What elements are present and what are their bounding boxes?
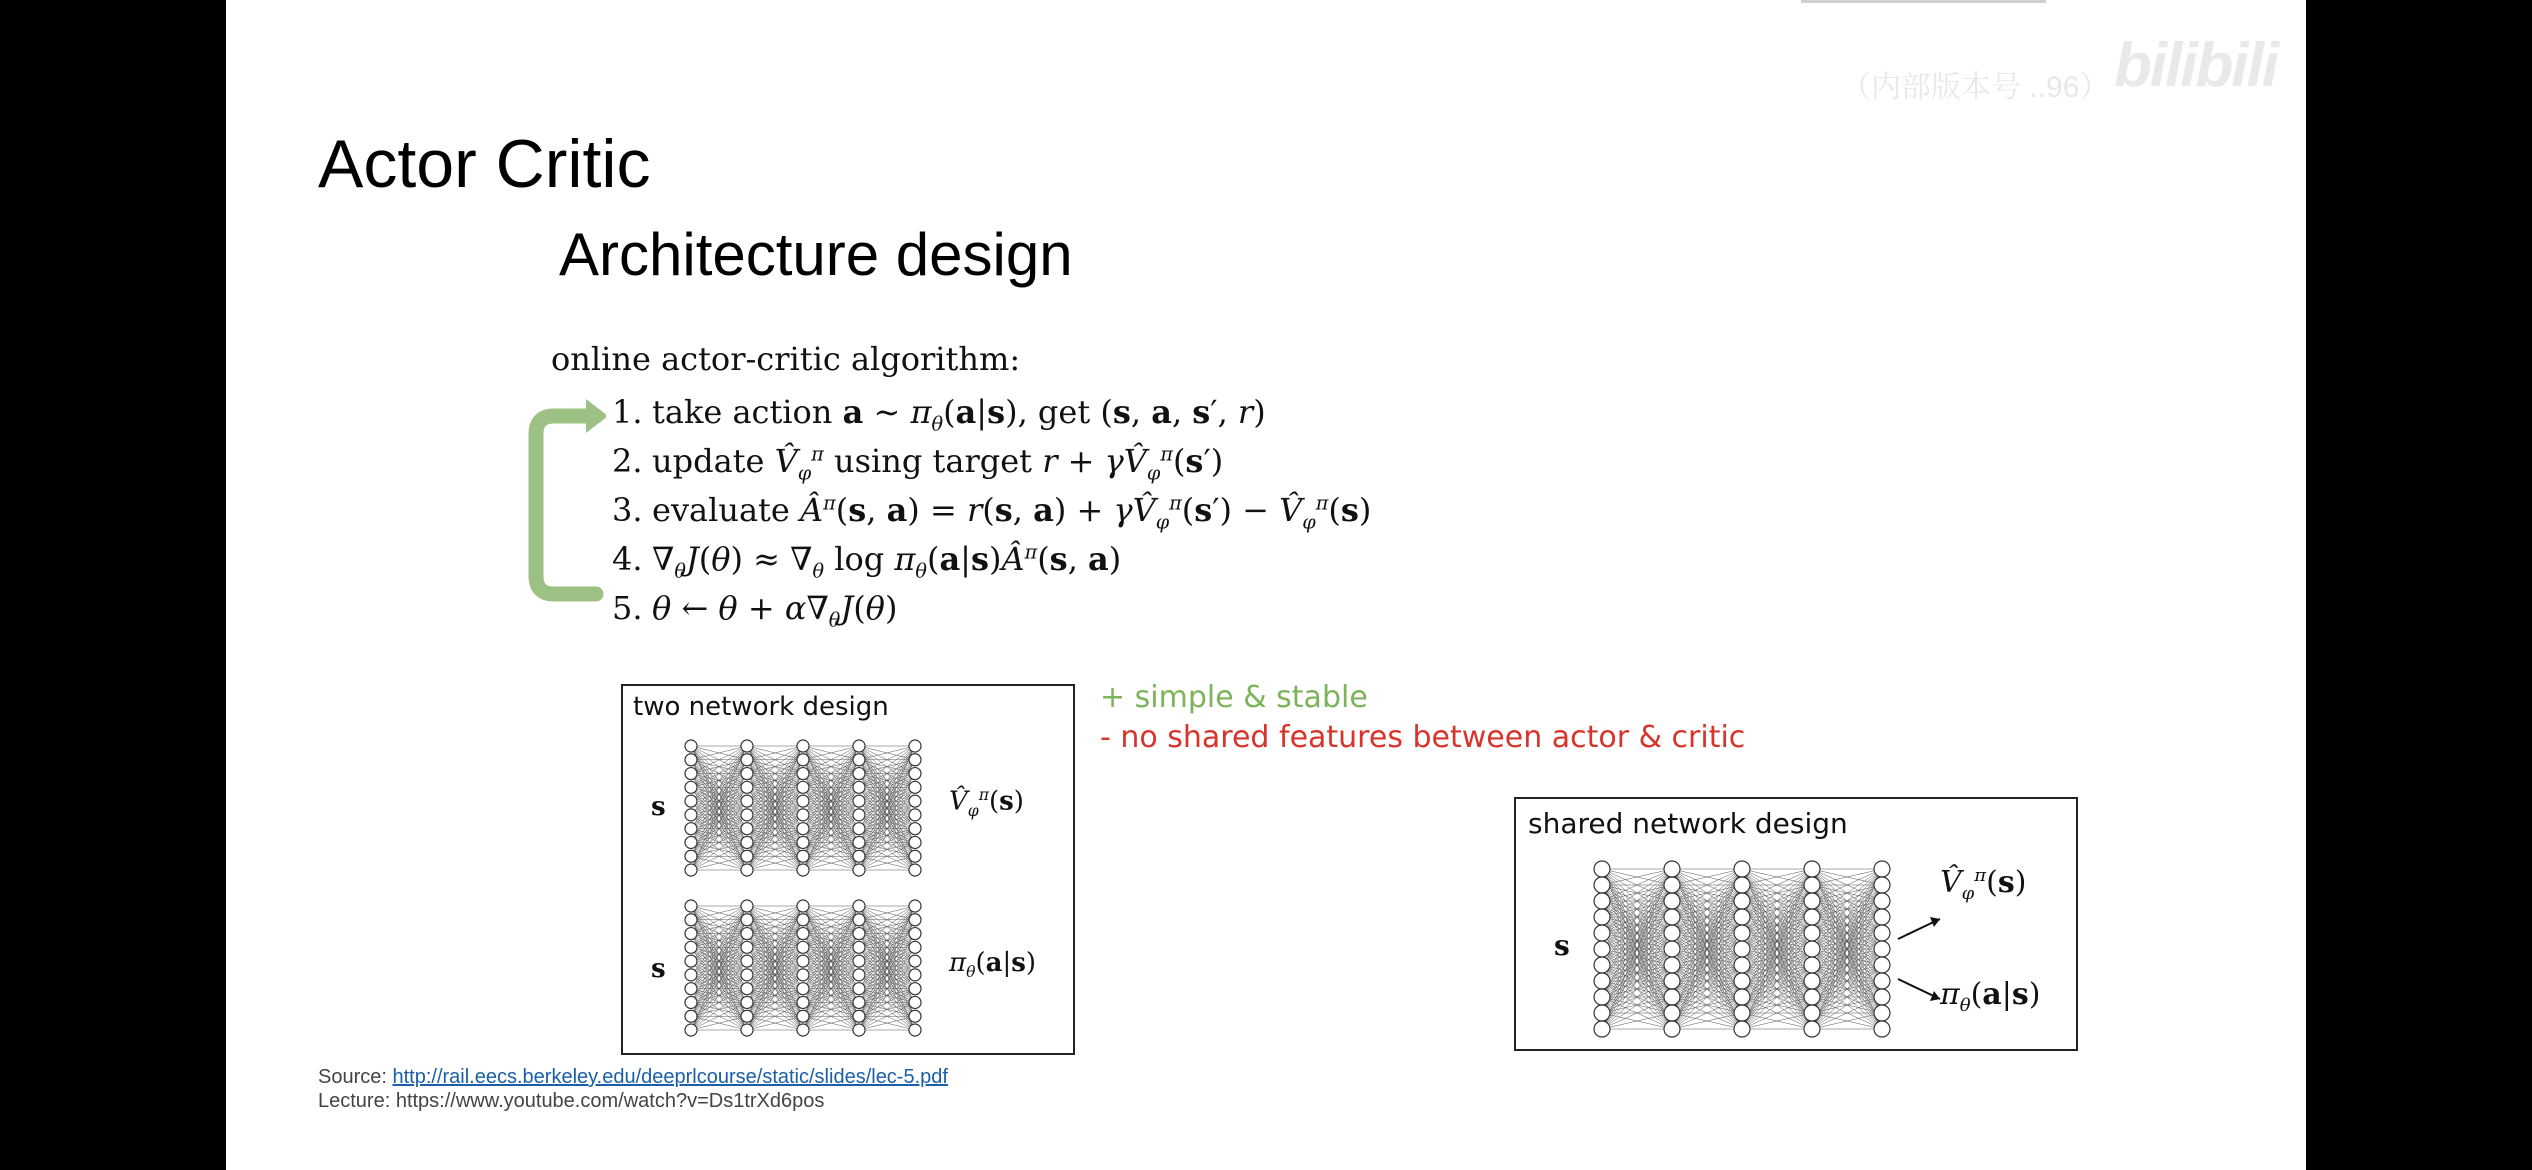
network-node: [1594, 1005, 1610, 1021]
network-node: [685, 941, 697, 953]
network-node: [797, 850, 809, 862]
network-node: [853, 781, 865, 793]
network-node: [1874, 973, 1890, 989]
network-node: [685, 823, 697, 835]
network-node: [853, 1010, 865, 1022]
network-node: [685, 1024, 697, 1036]
network-node: [741, 1024, 753, 1036]
network-node: [909, 996, 921, 1008]
network-node: [1804, 925, 1820, 941]
network-node: [1664, 861, 1680, 877]
network-node: [741, 928, 753, 940]
network-node: [909, 969, 921, 981]
network-node: [685, 983, 697, 995]
network-node: [909, 955, 921, 967]
network-node: [797, 795, 809, 807]
network-node: [1664, 925, 1680, 941]
network-node: [685, 740, 697, 752]
network-node: [909, 850, 921, 862]
algorithm-step-2: 2. update $V̂_\varphi^\pi$ using target $r + \gamma V̂_\varphi^\pi(s')$: [612, 442, 1224, 485]
shared-input-label: s: [1554, 929, 1570, 962]
network-node: [909, 928, 921, 940]
network-node: [741, 983, 753, 995]
network-node: [853, 969, 865, 981]
network-node: [1664, 957, 1680, 973]
network-node: [1664, 893, 1680, 909]
lecture-citation: Lecture: https://www.youtube.com/watch?v=Ds1trXd6pos: [318, 1090, 825, 1112]
network-node: [741, 914, 753, 926]
network-node: [1664, 877, 1680, 893]
network-node: [1664, 973, 1680, 989]
network-node: [1734, 973, 1750, 989]
network-node: [1734, 957, 1750, 973]
network-node: [853, 1024, 865, 1036]
network-node: [853, 941, 865, 953]
shared-network-design-box: [1514, 797, 2078, 1051]
network-node: [1734, 989, 1750, 1005]
network-node: [797, 914, 809, 926]
network-node: [1734, 1021, 1750, 1037]
network-node: [797, 823, 809, 835]
network-node: [1734, 1005, 1750, 1021]
network-node: [1734, 877, 1750, 893]
network-node: [685, 955, 697, 967]
network-node: [1804, 893, 1820, 909]
network-node: [797, 900, 809, 912]
bilibili-logo-watermark: bilibili: [2114, 31, 2278, 100]
shared-actor-output-label: $\pi_\theta(a|s)$: [1940, 977, 2041, 1016]
network-node: [853, 928, 865, 940]
actor-network-diagram: [683, 898, 923, 1038]
network-node: [1664, 909, 1680, 925]
algorithm-step-5: 5. θ ← $\theta + \alpha\nabla_\theta J(\theta)$: [612, 589, 898, 632]
network-node: [1874, 989, 1890, 1005]
watermark-text: （内部版本号 ..96）: [1841, 71, 2110, 104]
network-node: [909, 1024, 921, 1036]
network-node: [1594, 973, 1610, 989]
network-node: [853, 768, 865, 780]
network-node: [1804, 861, 1820, 877]
actor-output-label: $\pi_\theta(a|s)$: [949, 948, 1037, 982]
network-node: [797, 969, 809, 981]
network-node: [853, 740, 865, 752]
network-node: [1804, 877, 1820, 893]
critic-input-label: s: [651, 792, 666, 822]
network-node: [685, 969, 697, 981]
shared-network-diagram: [1592, 859, 1892, 1039]
network-node: [853, 914, 865, 926]
shared-critic-output-label: $V̂_\varphi^\pi(s)$: [1940, 865, 2027, 904]
network-node: [1594, 909, 1610, 925]
network-node: [1874, 941, 1890, 957]
network-node: [1734, 893, 1750, 909]
network-node: [741, 969, 753, 981]
network-node: [853, 809, 865, 821]
network-node: [685, 864, 697, 876]
network-node: [741, 850, 753, 862]
network-node: [909, 1010, 921, 1022]
network-node: [797, 864, 809, 876]
network-node: [853, 864, 865, 876]
network-node: [797, 1024, 809, 1036]
network-node: [1594, 1021, 1610, 1037]
network-node: [1804, 973, 1820, 989]
slide-subtitle: Architecture design: [559, 221, 1073, 288]
network-node: [1664, 941, 1680, 957]
network-node: [685, 850, 697, 862]
slide-title: Actor Critic: [318, 126, 651, 202]
algorithm-heading: online actor-critic algorithm:: [551, 340, 1021, 378]
network-node: [741, 823, 753, 835]
network-node: [741, 768, 753, 780]
network-node: [1804, 1021, 1820, 1037]
network-node: [909, 914, 921, 926]
network-node: [909, 809, 921, 821]
network-node: [1804, 957, 1820, 973]
network-node: [797, 955, 809, 967]
network-node: [1594, 861, 1610, 877]
network-node: [853, 850, 865, 862]
network-node: [1804, 941, 1820, 957]
network-node: [741, 900, 753, 912]
network-node: [741, 781, 753, 793]
network-node: [685, 754, 697, 766]
network-node: [685, 914, 697, 926]
network-node: [741, 955, 753, 967]
network-node: [797, 1010, 809, 1022]
network-node: [1874, 909, 1890, 925]
network-node: [797, 740, 809, 752]
network-node: [1804, 989, 1820, 1005]
top-progress-bar: [1801, 0, 2046, 3]
network-node: [909, 864, 921, 876]
network-node: [741, 836, 753, 848]
network-node: [909, 983, 921, 995]
network-node: [741, 1010, 753, 1022]
network-node: [1664, 1005, 1680, 1021]
network-node: [1734, 925, 1750, 941]
network-node: [1874, 957, 1890, 973]
network-node: [853, 983, 865, 995]
network-node: [685, 836, 697, 848]
network-node: [685, 768, 697, 780]
two-network-title: two network design: [633, 692, 889, 722]
network-node: [1874, 893, 1890, 909]
network-node: [685, 996, 697, 1008]
source-link[interactable]: http://rail.eecs.berkeley.edu/deeprlcourse/static/slides/lec-5.pdf: [392, 1066, 948, 1088]
network-node: [797, 941, 809, 953]
network-node: [909, 768, 921, 780]
network-node: [1874, 861, 1890, 877]
network-node: [853, 754, 865, 766]
network-node: [685, 795, 697, 807]
network-node: [1594, 957, 1610, 973]
network-node: [797, 781, 809, 793]
network-node: [1594, 893, 1610, 909]
network-node: [1594, 925, 1610, 941]
network-node: [797, 809, 809, 821]
network-node: [797, 983, 809, 995]
network-node: [1804, 909, 1820, 925]
network-node: [853, 900, 865, 912]
network-node: [1734, 861, 1750, 877]
network-node: [909, 781, 921, 793]
network-node: [797, 996, 809, 1008]
network-node: [741, 996, 753, 1008]
network-node: [853, 823, 865, 835]
network-node: [1874, 877, 1890, 893]
slide: [226, 0, 2306, 1170]
network-node: [1874, 925, 1890, 941]
network-node: [741, 809, 753, 821]
network-node: [685, 928, 697, 940]
loop-arrow-icon: [526, 385, 606, 625]
network-node: [741, 795, 753, 807]
critic-output-label: $V̂_\varphi^\pi(s)$: [949, 786, 1024, 820]
network-node: [741, 740, 753, 752]
network-node: [1874, 1021, 1890, 1037]
network-node: [797, 768, 809, 780]
algorithm-step-1: 1. take action a ∼ $\pi_\theta(a|s)$, get (s, a, s′, r): [612, 393, 1266, 436]
network-node: [1664, 1021, 1680, 1037]
network-node: [1804, 1005, 1820, 1021]
network-node: [1664, 989, 1680, 1005]
network-node: [853, 996, 865, 1008]
network-node: [685, 809, 697, 821]
network-node: [909, 754, 921, 766]
network-node: [797, 754, 809, 766]
network-node: [685, 781, 697, 793]
actor-input-label: s: [651, 954, 666, 984]
network-node: [909, 941, 921, 953]
network-node: [909, 823, 921, 835]
network-node: [853, 795, 865, 807]
network-node: [1594, 941, 1610, 957]
network-node: [909, 795, 921, 807]
network-node: [853, 955, 865, 967]
network-node: [909, 836, 921, 848]
network-node: [797, 928, 809, 940]
algorithm-step-4: 4. $\nabla_\theta J(\theta) \approx \nabla_\theta$ $\log \pi_\theta(a|s)Â^\pi(s$, a): [612, 540, 1122, 583]
pro-text: + simple & stable: [1100, 680, 1368, 715]
network-node: [741, 864, 753, 876]
network-node: [909, 740, 921, 752]
network-node: [1874, 1005, 1890, 1021]
network-node: [685, 900, 697, 912]
shared-network-title: shared network design: [1528, 807, 1848, 840]
network-node: [685, 1010, 697, 1022]
network-node: [741, 941, 753, 953]
source-citation: Source: http://rail.eecs.berkeley.edu/deeprlcourse/static/slides/lec-5.pdf: [318, 1066, 948, 1088]
algorithm-step-3: 3. evaluate $Â^\pi(s$, a) = r(s, $a) + \gamma V̂_\varphi^\pi(s')$ − $V̂_\varphi^\pi(s)$: [612, 491, 1372, 534]
network-node: [909, 900, 921, 912]
network-node: [797, 836, 809, 848]
network-node: [853, 836, 865, 848]
two-network-design-box: [621, 684, 1075, 1055]
network-node: [741, 754, 753, 766]
network-node: [1734, 941, 1750, 957]
network-node: [1594, 989, 1610, 1005]
con-text: - no shared features between actor & critic: [1100, 720, 1746, 755]
critic-network-diagram: [683, 738, 923, 878]
network-node: [1734, 909, 1750, 925]
network-node: [1594, 877, 1610, 893]
